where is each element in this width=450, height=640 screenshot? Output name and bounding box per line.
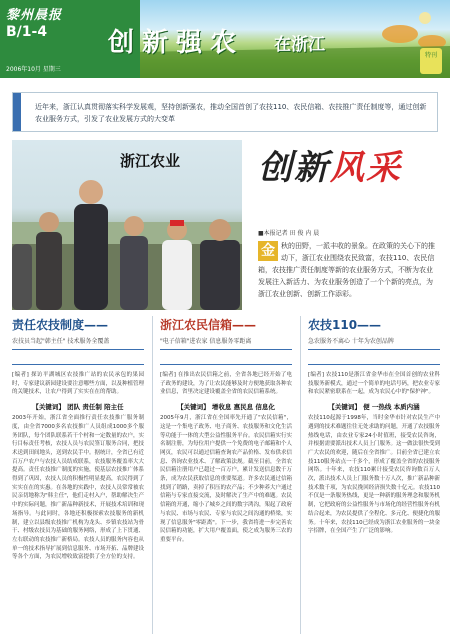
column-body: 2005年9月，浙江省在全国率先开通了"农民信箱"，这是一个集电子政务、电子商务、农技服务和文化生活等功能于一体的大型公益性服务平台。农民信箱实行实名制注册，为每位用户提供一个免费的电子邮箱和个人网页，农民可以通过信箱查询农产品价格、发布供求信息、咨询农业技术、了解政策法规。截至目前，全省农民信箱注册用户已超过一百万户，累计发送信息数千万条，成为农民获取信息的重要渠道。许多农民通过信箱找到了销路，卖掉了积压的农产品；不少种养大户通过信箱与专家直接交流，及时解决了生产中的难题。农民信箱的开通，缩小了城乡之间的数字鸿沟，架起了政府与农民、市场与农民、专家与农民之间沟通的桥梁，实现了信息服务"零距离"。下一步，我省将进一步完善农民信箱的功能，扩大用户覆盖面，使之成为服务三农的重要平台。 — [160, 415, 293, 543]
column-body: 农技110起源于1998年，当时金华市针对农民生产中遇到的技术难题往往无处求助的问题，开通了农技服务热线电话，由农业专家24小时值班，接受农民咨询，并根据需要派出技术人员上门服务。这一做法很快受到广大农民的欢迎，随后在全省推广。目前全省已建立农技110服务站点一千多个，形成了覆盖全省的农技服务网络。十年来，农技110累计接受农民咨询数百万人次，派出技术人员上门服务数十万人次，推广新品种新技术数千项，为农民挽回经济损失数十亿元。农技110不仅是一条服务热线，更是一种新的服务理念和服务机制，它把政府的公益性服务与市场化的经营性服务有机结合起来，为农民提供了全程化、多元化、便捷化的服务。十年来，农技110已经成为浙江农业服务的一块金字招牌，在全国产生了广泛的影响。 — [308, 415, 441, 535]
calligraphy-black: 创新 — [258, 148, 330, 188]
column-divider — [152, 316, 153, 634]
column-intro: [编者] 探访平湖城区农技推广站的农民承包的果园时，专家建议新园建设要注意哪些方面，以及种植管理的关键技术，让农户得到了实实在在的帮助。 — [12, 372, 145, 396]
article-column-2 — [160, 316, 292, 545]
column-intro: [编者] 在推出农民信箱之前，全省各地已经开始了电子政务的建设，为了让农民能够及时方便地获取各种农业信息，省里决定建设覆盖全省的农民信箱系统。 — [160, 372, 293, 396]
special-title-sub: 在浙江 — [274, 35, 325, 55]
column-divider — [300, 316, 301, 634]
column-subhead: "电子信箱"进农家 信息服务零距离 — [160, 338, 252, 345]
lead-text: 秋的田野，一派丰收的景象。在政策的关心下的推动下，浙江农业围绕农民致富，农技110、农民信箱，农技推广责任制度等新的农业服务方式，不断为农业发展注入新活力、为农业服务创造了一个个新的亮点，为浙江农业创新、创新工作添彩。 — [258, 242, 435, 298]
column-subhead: 农技员当起"韩主任" 技术服务全覆盖 — [12, 338, 110, 345]
special-issue-badge: 特刊 — [420, 48, 442, 74]
column-headline: 农技110—— — [308, 318, 382, 332]
column-headline: 浙江农民信箱—— — [160, 318, 257, 332]
column-intro: [编者] 农技110是浙江省金华市在全国首创的农业科技服务新模式，通过一个简单的电话号码，把农业专家和农民紧密联系在一起，成为农民心中的"保护神"。 — [308, 372, 441, 396]
column-keywords: 【关键词】 便 一热线 本质内涵 — [328, 403, 420, 412]
issue-date: 2006年10月 星期三 — [6, 66, 61, 73]
column-rule — [160, 349, 292, 365]
column-headline: 责任农技制度—— — [12, 318, 109, 332]
intro-accent-bar — [13, 93, 21, 131]
section-number: B/1-4 — [6, 24, 48, 40]
intro-text: 近年来，浙江认真贯彻落实科学发展观，坚持创新强农，推动全国首创了农技110、农民信箱、农技推广责任制度等，通过创新农业服务方式，引发了农业发展方式的大变革 — [35, 103, 427, 123]
drop-cap: 金 — [258, 241, 278, 261]
column-subhead: 急农服务不离心 十年为农创品牌 — [308, 338, 394, 345]
lead-paragraph — [258, 240, 438, 300]
banner-heading: 浙江农业 — [120, 152, 181, 170]
article-column-3 — [308, 316, 440, 536]
photo-credit: ■本报记者 田 俊 内 晨 — [258, 230, 320, 237]
masthead — [0, 0, 450, 78]
column-keywords: 【关键词】 增收息 惠民息 信息化 — [177, 403, 275, 412]
column-body: 2003年开始，浙江省全面推行责任农技推广服务制度，由全省7000多名农技推广人员组成1000多个服务团队，每个团队联系若干个村和一定数量的农户，实行目标责任考核，农技人员与农民签订服务合同，把技术送到田间地头，送到农民手中。据统计，全省已有近百万户农户与农技人员结成联系，农技服务覆盖率大大提高。责任农技推广制度的实施，使基层农技推广体系得到了巩固，农技人员的积极性明显提高，农民得到了实实在在的实惠。在各地的实践中，农技人员常常被农民亲切地称为"韩主任"，他们走村入户，帮助解决生产中的实际问题，推广新品种新技术，开展技术培训和现场指导。与此同时，各地还积极探索农技服务的新机制，建立以县级农技推广机构为龙头、乡镇农技站为骨干、村级农技员为基础的服务网络，形成了上下贯通、左右联动的农技推广新格局。农技人员的服务内容也从单一的技术指导扩展到信息服务、市场开拓、品牌建设等各个方面，为农民增收致富提供了全方位的支持。 — [12, 415, 145, 561]
special-title: 创新强农 — [108, 28, 245, 58]
paper-name: 黎州晨报 — [6, 8, 63, 23]
column-keywords: 【关键词】 团队 责任制 陪主任 — [32, 403, 124, 412]
calligraphy-red: 风采 — [330, 148, 402, 188]
intro-box — [12, 92, 438, 132]
column-rule — [308, 349, 440, 365]
column-rule — [12, 349, 144, 365]
banner-calligraphy — [258, 140, 402, 189]
article-column-1 — [12, 316, 144, 562]
